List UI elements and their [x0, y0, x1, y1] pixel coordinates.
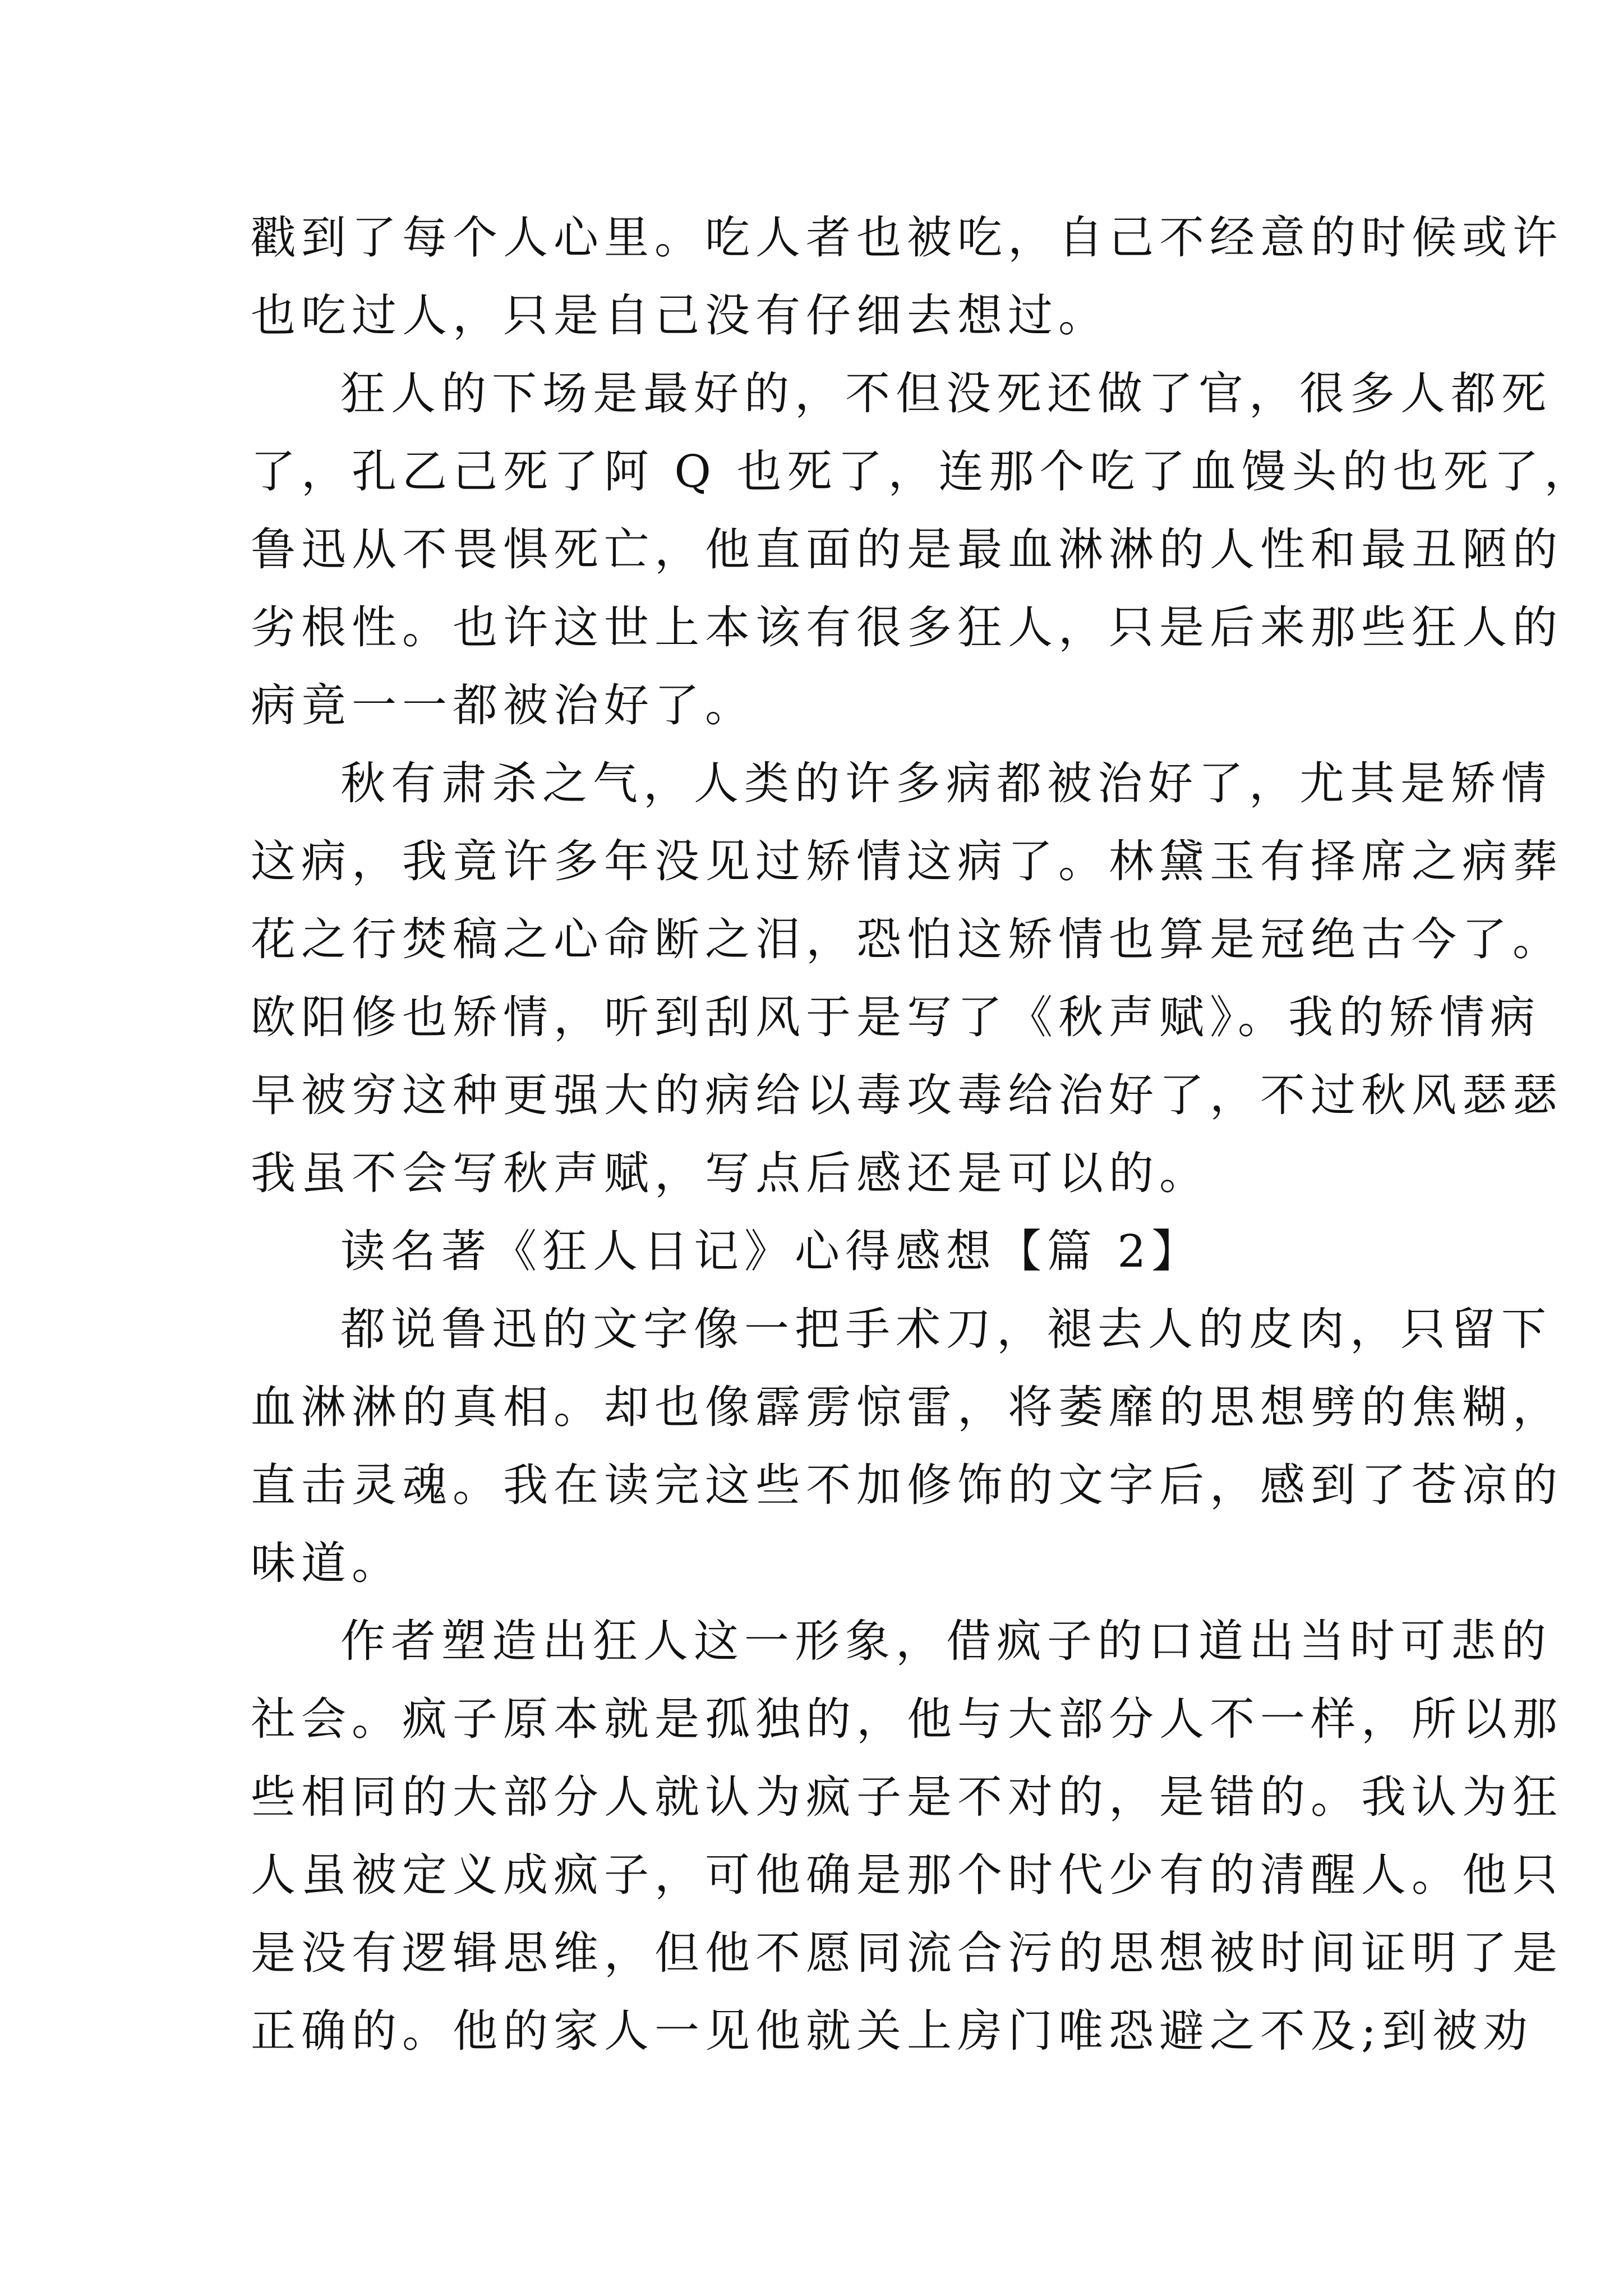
text-line: 了，孔乙己死了阿 Q 也死了，连那个吃了血馒头的也死了，: [251, 445, 1595, 498]
text-line: 社会。疯子原本就是孤独的，他与大部分人不一样，所以那: [251, 1693, 1563, 1745]
text-line: 都说鲁迅的文字像一把手术刀，褪去人的皮肉，只留下: [340, 1303, 1552, 1355]
text-line: 直击灵魂。我在读完这些不加修饰的文字后，感到了苍凉的: [251, 1459, 1563, 1511]
section-heading: 读名著《狂人日记》心得感想【篇 2】: [340, 1225, 1202, 1277]
text-line: 秋有肃杀之气，人类的许多病都被治好了，尤其是矫情: [340, 757, 1552, 809]
document-body: [251, 199, 1595, 2070]
text-line: 鲁迅从不畏惧死亡，他直面的是最血淋淋的人性和最丑陋的: [251, 523, 1563, 576]
text-line: 作者塑造出狂人这一形象，借疯子的口道出当时可悲的: [340, 1615, 1552, 1667]
text-line: 花之行焚稿之心命断之泪，恐怕这矫情也算是冠绝古今了。: [251, 913, 1563, 965]
text-line: 正确的。他的家人一见他就关上房门唯恐避之不及;到被劝: [251, 2005, 1533, 2057]
text-line: 血淋淋的真相。却也像霹雳惊雷，将萎靡的思想劈的焦糊，: [251, 1381, 1563, 1433]
text-line: 味道。: [251, 1537, 402, 1589]
text-line: 人虽被定义成疯子，可他确是那个时代少有的清醒人。他只: [251, 1849, 1563, 1901]
text-line: 欧阳修也矫情，听到刮风于是写了《秋声赋》。我的矫情病: [251, 991, 1541, 1043]
text-line: 这病，我竟许多年没见过矫情这病了。林黛玉有择席之病葬: [251, 835, 1563, 887]
text-line: 早被穷这种更强大的病给以毒攻毒给治好了，不过秋风瑟瑟: [251, 1069, 1563, 1121]
text-line: 病竟一一都被治好了。: [251, 679, 755, 731]
text-line: 狂人的下场是最好的，不但没死还做了官，很多人都死: [340, 367, 1552, 420]
text-line: 戳到了每个人心里。吃人者也被吃，自己不经意的时候或许: [251, 211, 1563, 264]
text-line: 些相同的大部分人就认为疯子是不对的，是错的。我认为狂: [251, 1771, 1563, 1823]
text-line: 劣根性。也许这世上本该有很多狂人，只是后来那些狂人的: [251, 601, 1563, 654]
text-line: 我虽不会写秋声赋，写点后感还是可以的。: [251, 1147, 1210, 1199]
text-line: 也吃过人，只是自己没有仔细去想过。: [251, 289, 1109, 342]
text-line: 是没有逻辑思维，但他不愿同流合污的思想被时间证明了是: [251, 1927, 1563, 1979]
